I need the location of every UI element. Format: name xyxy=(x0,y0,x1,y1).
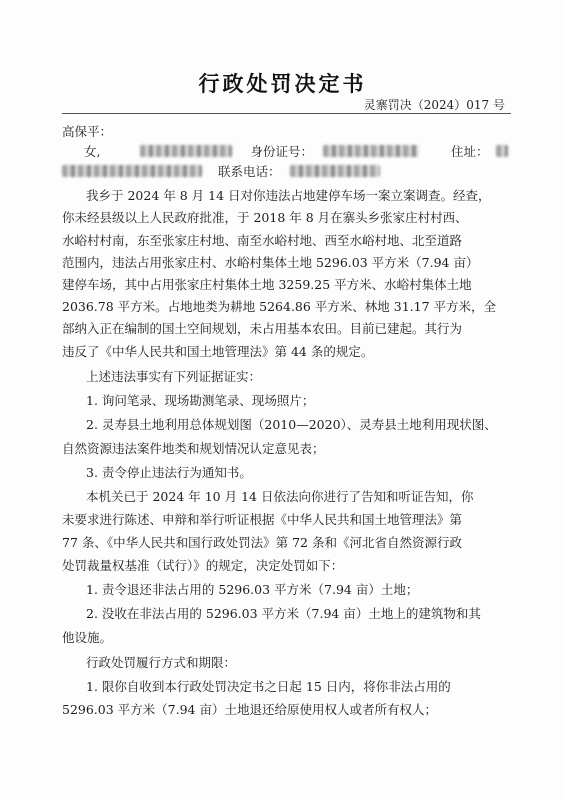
document-number: 灵寨罚决（2024）017 号 xyxy=(363,98,505,112)
phone-label: 联系电话： xyxy=(217,164,281,179)
address-label: 住址： xyxy=(450,144,489,159)
evidence-item: 1. 询问笔录、现场勘测笔录、现场照片； xyxy=(86,393,315,408)
redacted-address-cont xyxy=(62,165,202,177)
body-line: 建停车场，其中占用张家庄村集体土地 3259.25 平方米、水峪村集体土地 xyxy=(62,277,472,292)
penalty-item: 1. 责令退还非法占用的 5296.03 平方米（7.94 亩）土地； xyxy=(86,582,419,597)
document-title: 行政处罚决定书 xyxy=(198,72,367,96)
title-divider xyxy=(62,113,511,114)
penalty-item-cont: 他设施。 xyxy=(62,630,113,645)
body-line: 水峪村村南，东至张家庄村地、南至水峪村地、西至水峪村地、北至道路 xyxy=(62,233,463,248)
performance-item-cont: 5296.03 平方米（7.94 亩）土地退还给原使用权人或者所有权人； xyxy=(62,702,437,717)
redacted-address xyxy=(496,145,508,157)
evidence-item: 3. 责令停止违法行为通知书。 xyxy=(86,465,252,480)
redacted-id-number xyxy=(323,145,419,157)
body-line: 范围内，违法占用张家庄村、水峪村集体土地 5296.03 平方米（7.94 亩） xyxy=(62,255,479,270)
evidence-heading: 上述违法事实有下列证据证实： xyxy=(86,369,262,384)
body-line: 违反了《中华人民共和国土地管理法》第 44 条的规定。 xyxy=(62,344,374,359)
body-line: 未要求进行陈述、申辩和举行听证根据《中华人民共和国土地管理法》第 xyxy=(62,512,463,527)
evidence-item-cont: 自然资源违法案件地类和规划情况认定意见表； xyxy=(62,441,325,456)
body-line: 本机关已于 2024 年 10 月 14 日依法向你进行了告知和听证告知，你 xyxy=(86,489,474,504)
body-line: 我乡于 2024 年 8 月 14 日对你违法占地建停车场一案立案调查。经查， xyxy=(86,188,491,203)
id-number-label: 身份证号： xyxy=(250,144,313,159)
gender-text: 女, xyxy=(84,144,101,159)
evidence-item: 2. 灵寿县土地利用总体规划图（2010—2020）、灵寿县土地利用现状图、 xyxy=(86,417,497,432)
addressee: 高保平： xyxy=(62,124,113,139)
body-line: 77 条、《中华人民共和国行政处罚法》第 72 条和《河北省自然资源行政 xyxy=(62,535,462,550)
redacted-name xyxy=(140,145,232,157)
body-line: 2036.78 平方米。占地地类为耕地 5264.86 平方米、林地 31.17 平方米，全 xyxy=(62,299,497,314)
performance-heading: 行政处罚履行方式和期限： xyxy=(86,655,237,670)
contact-row xyxy=(62,162,380,182)
body-line: 你未经县级以上人民政府批准，于 2018 年 8 月在寨头乡张家庄村村西、 xyxy=(62,210,468,225)
performance-item: 1. 限你自收到本行政处罚决定书之日起 15 日内，将你非法占用的 xyxy=(86,679,451,694)
body-line: 处罚裁量权基准（试行）》的规定，决定处罚如下： xyxy=(62,558,344,573)
body-line: 部纳入正在编制的国土空间规划，未占用基本农田。目前已建起。其行为 xyxy=(62,321,463,336)
personal-info-row xyxy=(84,142,508,162)
redacted-phone xyxy=(290,165,380,177)
penalty-item: 2. 没收在非法占用的 5296.03 平方米（7.94 亩）土地上的建筑物和其 xyxy=(86,606,481,621)
